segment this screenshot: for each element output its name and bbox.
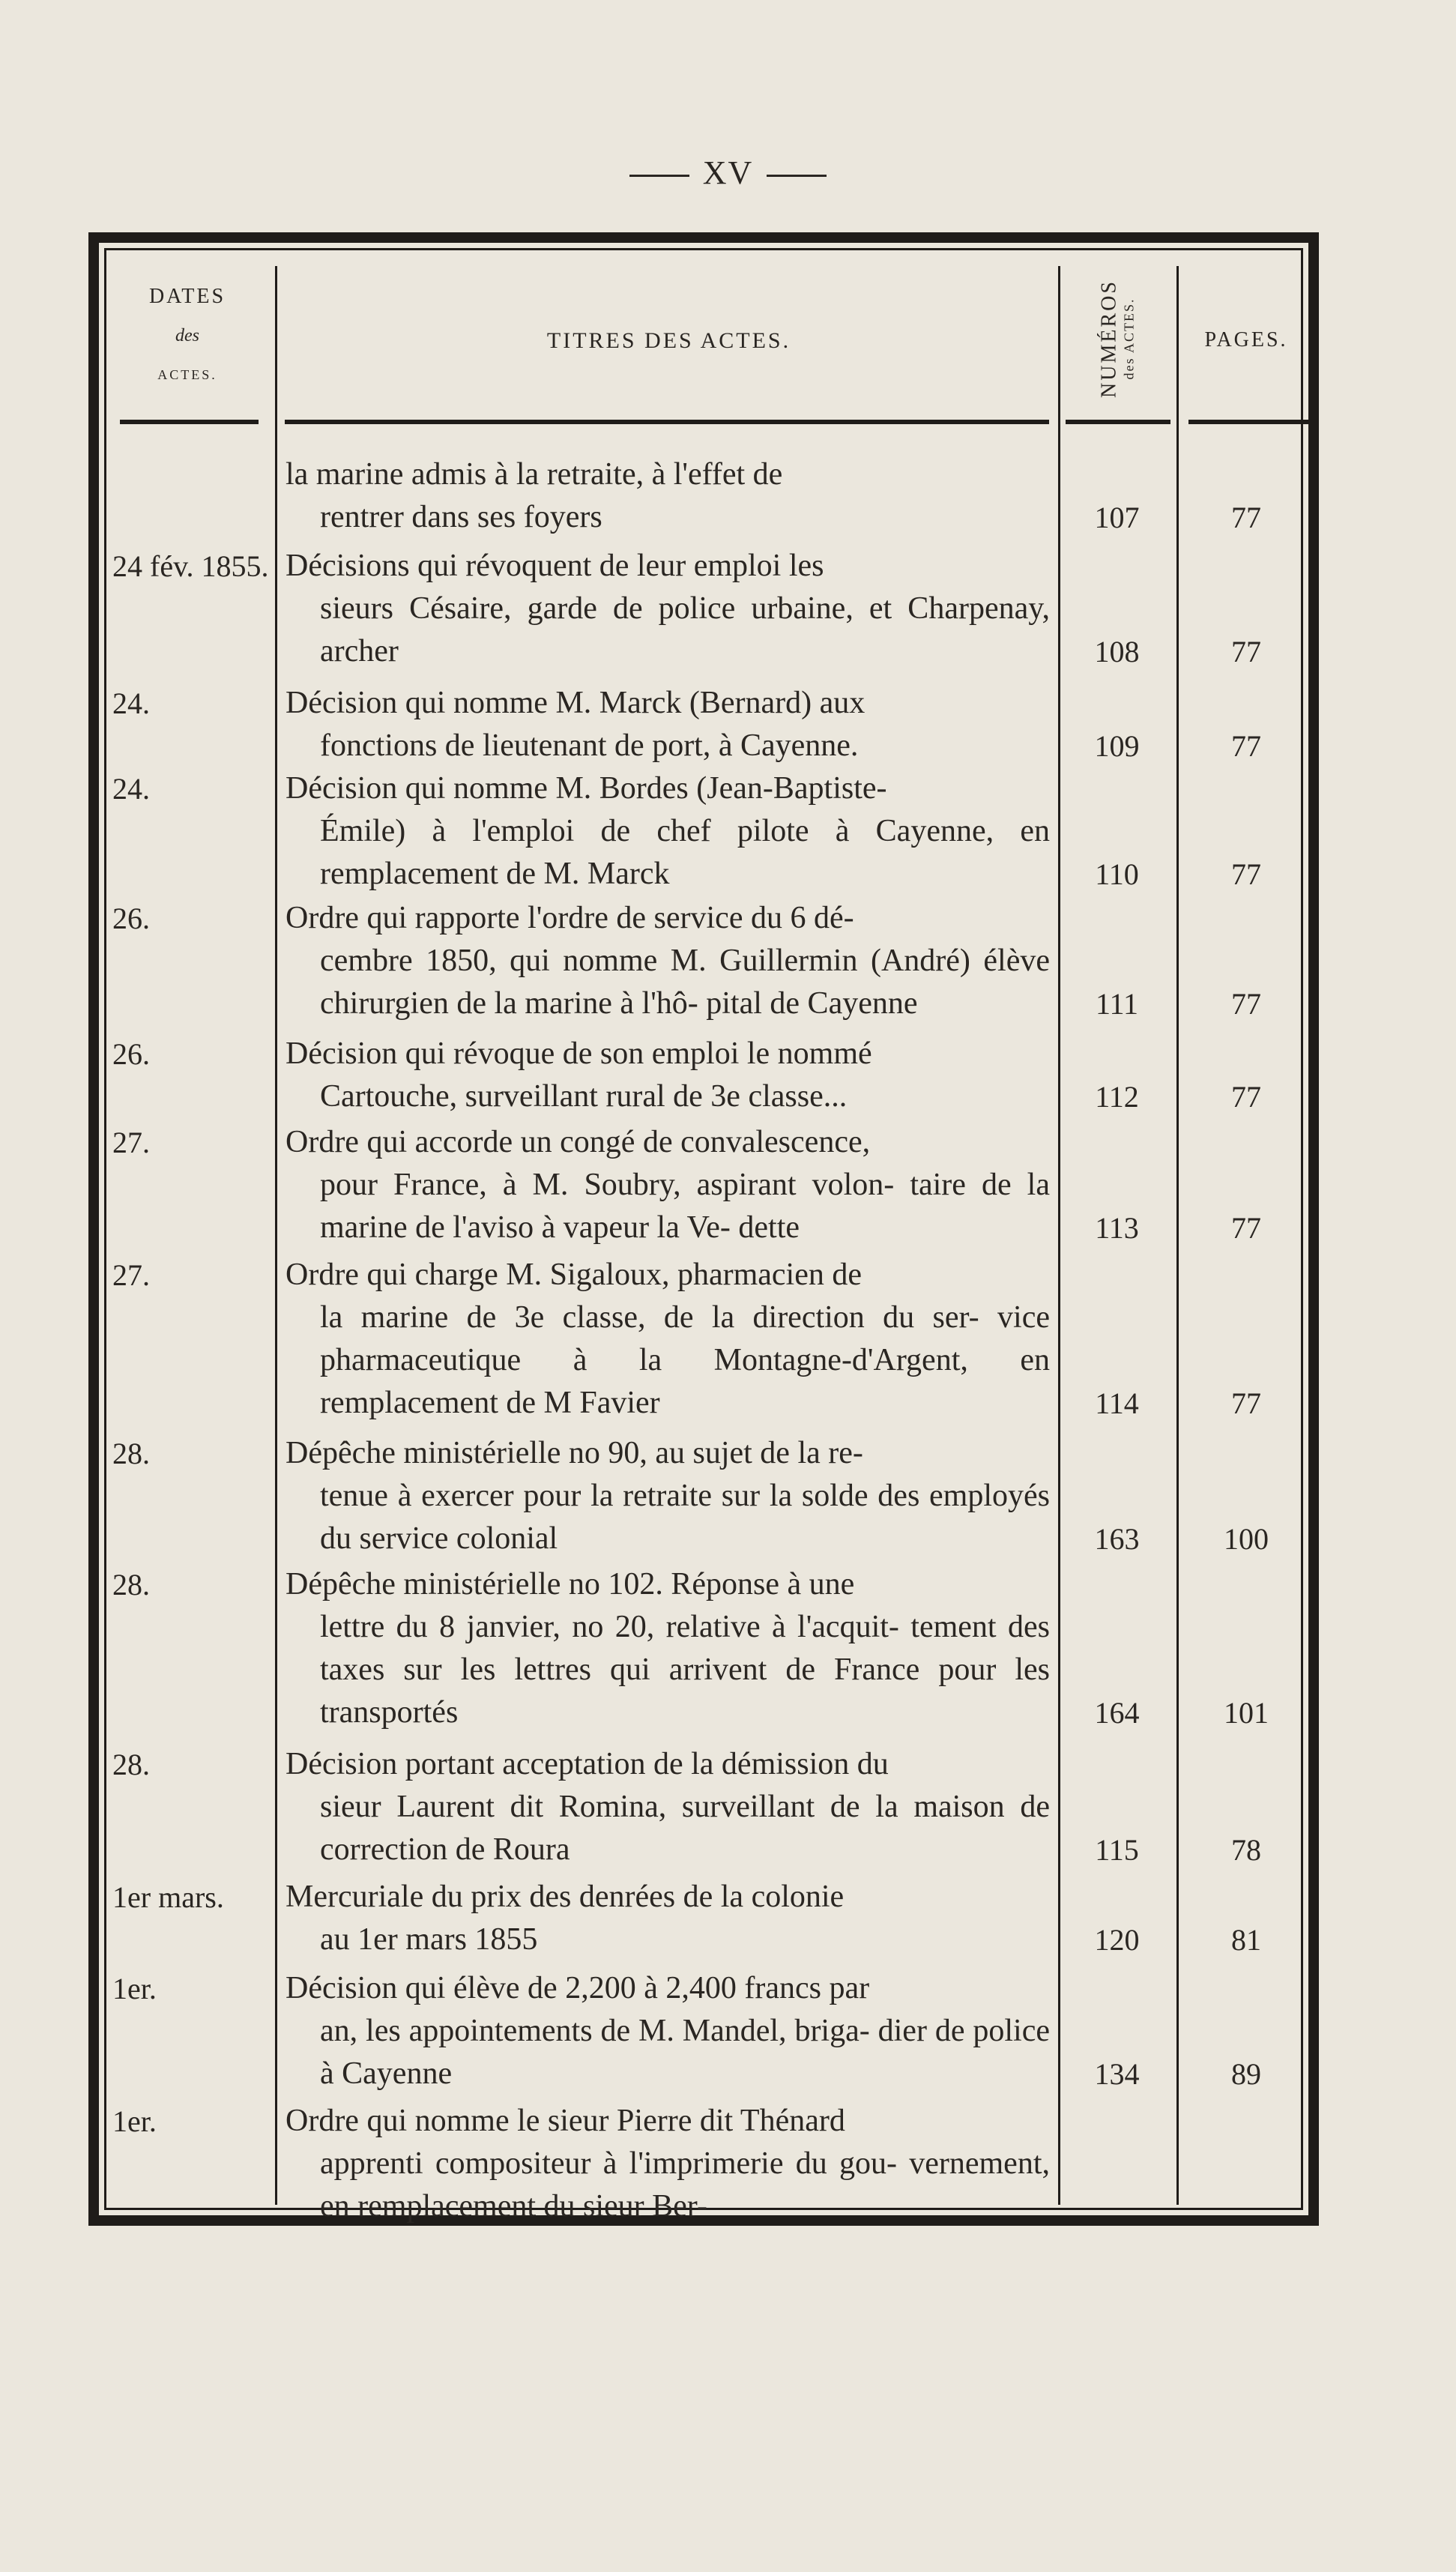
act-date: 28. xyxy=(112,1568,150,1602)
act-number: 114 xyxy=(1095,1386,1139,1420)
act-date: 1er. xyxy=(112,1972,157,2005)
act-title-continuation: sieurs Césaire, garde de police urbaine, et Charpenay, archer xyxy=(320,591,1050,668)
act-date: 28. xyxy=(112,1748,150,1781)
act-title-continuation: sieur Laurent dit Romina, surveillant de la maison de correction de Roura xyxy=(320,1790,1050,1867)
table-row xyxy=(0,1563,1456,1734)
act-page: 77 xyxy=(1231,1386,1261,1420)
header-rule-pages xyxy=(1188,420,1308,424)
act-title-continuation: rentrer dans ses foyers xyxy=(320,500,602,534)
table-row xyxy=(0,1254,1456,1425)
act-date: 26. xyxy=(112,1037,150,1071)
act-title-first-line: Décision qui nomme M. Bordes (Jean-Baptiste- xyxy=(286,771,887,806)
act-number: 111 xyxy=(1095,987,1139,1021)
table-row xyxy=(0,1743,1456,1871)
header-titles: TITRES DES ACTES. xyxy=(546,328,791,353)
act-title-continuation: cembre 1850, qui nomme M. Guillermin (André) élève chirurgien de la marine à l'hô- pital de Cayenne xyxy=(320,944,1050,1021)
act-title-continuation: an, les appointements de M. Mandel, briga- dier de police à Cayenne xyxy=(320,2014,1050,2091)
act-number: 108 xyxy=(1094,635,1140,668)
act-page: 77 xyxy=(1231,501,1261,534)
act-title xyxy=(286,1563,1050,1734)
act-title-continuation: la marine de 3e classe, de la direction du ser- vice pharmaceutique à la Montagne-d'Argent, en remplacement de M Favier xyxy=(320,1300,1050,1420)
table-row xyxy=(0,1033,1456,1118)
act-title xyxy=(286,1121,1050,1249)
act-title xyxy=(286,1876,1050,1961)
act-number: 120 xyxy=(1094,1923,1140,1957)
act-number: 164 xyxy=(1094,1696,1140,1730)
act-title-first-line: Décision qui révoque de son emploi le nommé xyxy=(286,1036,872,1071)
act-title xyxy=(286,1432,1050,1560)
table-row xyxy=(0,2100,1456,2228)
table-row xyxy=(0,1121,1456,1249)
act-title-first-line: Décisions qui révoquent de leur emploi les xyxy=(286,549,824,583)
header-rule-numeros xyxy=(1066,420,1170,424)
act-title xyxy=(286,1967,1050,2095)
act-number: 107 xyxy=(1094,501,1140,534)
act-date: 27. xyxy=(112,1126,150,1159)
act-title xyxy=(286,1033,1050,1118)
act-title-continuation: Cartouche, surveillant rural de 3e classe... xyxy=(320,1079,848,1114)
act-title-first-line: Dépêche ministérielle no 102. Réponse à une xyxy=(286,1567,855,1602)
act-date: 26. xyxy=(112,902,150,935)
act-title-first-line: Décision qui nomme M. Marck (Bernard) aux xyxy=(286,686,866,720)
act-title-first-line: Ordre qui rapporte l'ordre de service du 6 dé- xyxy=(286,901,854,935)
act-title xyxy=(286,897,1050,1025)
table-row xyxy=(0,545,1456,673)
act-page: 77 xyxy=(1231,857,1261,891)
act-title xyxy=(286,1254,1050,1425)
header-rule-titles xyxy=(285,420,1049,424)
act-page: 77 xyxy=(1231,729,1261,763)
act-title-first-line: Ordre qui accorde un congé de convalescence, xyxy=(286,1125,871,1159)
act-number: 163 xyxy=(1094,1522,1140,1556)
act-page: 81 xyxy=(1231,1923,1261,1957)
act-date: 27. xyxy=(112,1258,150,1292)
page-number: XV xyxy=(0,154,1456,192)
act-page: 78 xyxy=(1231,1833,1261,1867)
act-number: 109 xyxy=(1094,729,1140,763)
header-numeros: NUMÉROS des ACTES. xyxy=(1097,280,1136,398)
header-rule-dates xyxy=(120,420,259,424)
table-row xyxy=(0,453,1456,539)
act-number: 112 xyxy=(1095,1080,1139,1114)
act-number: 113 xyxy=(1095,1211,1139,1245)
table-row xyxy=(0,682,1456,767)
act-title-first-line: Ordre qui charge M. Sigaloux, pharmacien de xyxy=(286,1258,862,1292)
act-title xyxy=(286,767,1050,896)
act-page: 77 xyxy=(1231,1211,1261,1245)
act-page: 77 xyxy=(1231,987,1261,1021)
act-title-first-line: Décision portant acceptation de la démission du xyxy=(286,1747,889,1781)
act-page: 89 xyxy=(1231,2057,1261,2091)
table-row xyxy=(0,767,1456,896)
act-page: 101 xyxy=(1224,1696,1269,1730)
act-page: 100 xyxy=(1224,1522,1269,1556)
act-title-continuation: tenue à exercer pour la retraite sur la solde des employés du service colonial xyxy=(320,1479,1050,1556)
table-row xyxy=(0,1876,1456,1961)
left-dash xyxy=(629,175,689,177)
act-date: 1er mars. xyxy=(112,1880,224,1914)
act-title-first-line: Décision qui élève de 2,200 à 2,400 francs par xyxy=(286,1971,870,2005)
table-row xyxy=(0,1432,1456,1560)
act-number: 110 xyxy=(1095,857,1139,891)
act-page: 77 xyxy=(1231,1080,1261,1114)
act-title-continuation: Émile) à l'emploi de chef pilote à Cayenne, en remplacement de M. Marck xyxy=(320,814,1050,891)
act-number: 134 xyxy=(1094,2057,1140,2091)
act-title xyxy=(286,1743,1050,1871)
header-dates: DATES des ACTES. xyxy=(148,285,226,382)
act-date: 24 fév. 1855. xyxy=(112,549,269,583)
act-date: 24. xyxy=(112,772,150,806)
act-title-continuation: apprenti compositeur à l'imprimerie du gou- vernement, en remplacement du sieur Ber- xyxy=(320,2146,1050,2224)
table-row xyxy=(0,1967,1456,2095)
table-body xyxy=(0,453,1456,2228)
act-date: 28. xyxy=(112,1437,150,1470)
act-title-continuation: lettre du 8 janvier, no 20, relative à l'acquit- tement des taxes sur les lettres qui arrivent de France pour les transportés xyxy=(320,1610,1050,1730)
act-title xyxy=(286,2100,1050,2228)
act-title xyxy=(286,682,1050,767)
act-number: 115 xyxy=(1095,1833,1139,1867)
act-title-continuation: au 1er mars 1855 xyxy=(320,1922,538,1957)
act-page: 77 xyxy=(1231,635,1261,668)
act-title-continuation: pour France, à M. Soubry, aspirant volon- taire de la marine de l'aviso à vapeur la Ve- dette xyxy=(320,1168,1050,1245)
right-dash xyxy=(767,175,827,177)
act-title xyxy=(286,545,1050,673)
act-title-first-line: la marine admis à la retraite, à l'effet de xyxy=(286,457,783,492)
act-title-first-line: Ordre qui nomme le sieur Pierre dit Thénard xyxy=(286,2104,845,2138)
table-row xyxy=(0,897,1456,1025)
act-date: 24. xyxy=(112,686,150,720)
act-title-first-line: Dépêche ministérielle no 90, au sujet de la re- xyxy=(286,1436,863,1470)
act-title xyxy=(286,453,1050,539)
header-pages: PAGES. xyxy=(1204,328,1288,351)
act-title-first-line: Mercuriale du prix des denrées de la colonie xyxy=(286,1880,845,1914)
act-date: 1er. xyxy=(112,2104,157,2138)
act-title-continuation: fonctions de lieutenant de port, à Cayenne. xyxy=(320,728,859,763)
